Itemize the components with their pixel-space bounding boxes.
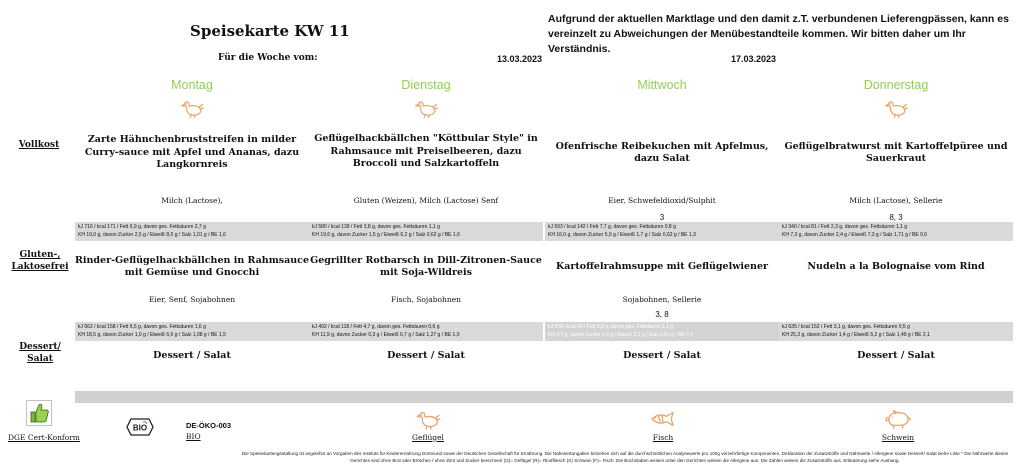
nutrition-line: kJ 492 / kcal 118 / Fett 4,7 g, davon ges. Fettsäuren 0,6 g — [312, 324, 440, 330]
nutrition-line: KH 19,0 g, davon Zucker 2,5 g / Eiweiß 8,0 g / Salz 1,01 g / BE 1,6 — [78, 232, 226, 238]
nutrition-vollkost-donnerstag — [779, 222, 1013, 241]
row-label-vollkost: Vollkost — [18, 140, 60, 150]
nutrition-glutenfrei-donnerstag — [779, 322, 1013, 341]
nutrition-line: KH 11,9 g, davon Zucker 0,3 g / Eiweiß 6,7 g / Salz 1,27 g / BE 1,0 — [312, 332, 460, 338]
allergens-vollkost-dienstag: Gluten (Weizen), Milch (Lactose) Senf — [353, 196, 499, 205]
row-label-dessert-2: Salat — [27, 354, 53, 364]
meal-vollkost-mittwoch: Ofenfrische Reibekuchen mit Apfelmus, dazu Salat — [555, 140, 769, 164]
day-header-dienstag: Dienstag — [401, 78, 451, 92]
dge-cert-label: DGE Cert-Konform — [8, 433, 80, 442]
page-title: Speisekarte KW 11 — [190, 22, 350, 40]
pig-icon — [883, 408, 913, 430]
nutrition-vollkost-dienstag — [309, 222, 543, 241]
nutrition-line: kJ 593 / kcal 142 / Fett 7,7 g, davon ges. Fettsäuren 0,8 g — [548, 224, 676, 230]
nutrition-line: KH 7,3 g, davon Zucker 2,4 g / Eiweiß 7,3 g / Salz 1,71 g / BE 0,6 — [782, 232, 928, 238]
nutrition-vollkost-mittwoch — [545, 222, 779, 241]
nutrition-line: KH 16,0 g, davon Zucker 5,9 g / Eiweiß 1,7 g / Salz 0,62 g / BE 1,3 — [548, 232, 696, 238]
nutrition-glutenfrei-mittwoch — [545, 322, 779, 341]
row-label-glutenfrei-2: Laktosefrei — [11, 262, 69, 272]
bio-seal-icon — [126, 418, 154, 436]
bio-logo-text: BIO — [132, 423, 148, 433]
nutrition-line: KH 25,3 g, davon Zucker 1,4 g / Eiweiß 5,2 g / Salz 1,49 g / BE 2,1 — [782, 332, 930, 338]
day-header-mittwoch: Mittwoch — [637, 78, 687, 92]
day-header-montag: Montag — [171, 78, 213, 92]
legend-label-fisch: Fisch — [652, 433, 674, 442]
allergens-vollkost-montag: Milch (Lactose), — [161, 196, 223, 205]
chicken-icon — [309, 97, 543, 119]
allergens-vollkost-mittwoch: Eier, Schwefeldioxid/Sulphit — [608, 196, 716, 205]
meal-glutenfrei-mittwoch: Kartoffelrahmsuppe mit Geflügelwiener — [555, 260, 768, 272]
day-header-donnerstag: Donnerstag — [863, 78, 929, 92]
meal-vollkost-donnerstag: Geflügelbratwurst mit Kartoffelpüree und Sauerkraut — [784, 140, 1008, 164]
footnote: Die Speisekartengestaltung ist angelehnt an Vorgaben des Instituts für Kinderernährung Dortmund sowie der Deutschen Gesellschaft für Ernährung. Die Nährwertangaben beziehen sich auf die durchschnittlichen Analysewerte pro 100g verzehrfertige Komponenten. Deklaration der Zusatzstoffe und Nährwerte / Allergene sowie Dessert/ Salat siehe Liste * Die Nährwerte dieses Gerichtes sind ohne Brot oder Brötchen / ohne Zimt und Zucker berechnet/ (G)= Geflügel (R)= Rindfleisch (S) Schwein (F)= Fisch. Die Buchstaben weisen unter den Gerichten weisen die Allergene aus. Die Zahlen weisen die Zusatzstoffe aus. Erläuterung siehe Aushang. — [241, 451, 1009, 463]
bio-code: DE-ÖKO-003 — [186, 421, 232, 430]
nutrition-line: KH 4,7 g, davon Zucker 0,4 g / Eiweiß 2,2 g / Salz 0,61 g / BE 0,4 — [548, 332, 694, 338]
week-label: Für die Woche vom: — [218, 53, 318, 63]
nutrition-line: kJ 580 / kcal 139 / Fett 3,8 g, davon ges. Fettsäuren 1,1 g — [312, 224, 440, 230]
row-label-dessert-1: Dessert/ — [19, 342, 61, 352]
nutrition-glutenfrei-montag — [75, 322, 309, 341]
nutrition-line: kJ 635 / kcal 152 / Fett 3,1 g, davon ges. Fettsäuren 0,5 g — [782, 324, 910, 330]
row-label-glutenfrei-1: Gluten-, — [19, 250, 61, 260]
meal-dessert-donnerstag: Dessert / Salat — [857, 349, 935, 361]
allergens-glutenfrei-montag: Eier, Senf, Sojabohnen — [148, 295, 236, 304]
meal-vollkost-montag: Zarte Hähnchenbruststreifen in milder Curry-sauce mit Apfel und Ananas, dazu Langkornreis — [84, 134, 300, 171]
nutrition-line: kJ 716 / kcal 171 / Fett 6,9 g, davon ges. Fettsäuren 2,7 g — [78, 224, 206, 230]
additives-vollkost-mittwoch: 3 — [659, 213, 665, 222]
chicken-icon — [413, 408, 443, 430]
chicken-icon — [779, 97, 1013, 119]
fish-icon — [648, 408, 678, 430]
supply-notice: Aufgrund der aktuellen Marktlage und den damit z.T. verbundenen Lieferengpässen, kann es vereinzelt zu Abweichungen der Menübestandteile kommen. Wir bitten daher um Ihr Verständnis. — [548, 13, 1009, 55]
chicken-icon — [75, 97, 309, 119]
additives-glutenfrei-mittwoch: 3, 8 — [655, 310, 669, 319]
nutrition-line: KH 18,5 g, davon Zucker 1,0 g / Eiweiß 6,0 g / Salz 1,08 g / BE 1,5 — [78, 332, 226, 338]
date-end: 17.03.2023 — [731, 54, 777, 64]
nutrition-line: kJ 662 / kcal 158 / Fett 6,5 g, davon ges. Fettsäuren 1,6 g — [78, 324, 206, 330]
meal-glutenfrei-montag: Rinder-Geflügelhackbällchen in Rahmsauce mit Gemüse und Gnocchi — [75, 254, 309, 278]
nutrition-line: kJ 250 / kcal 60 / Fett 3,5 g, davon ges. Fettsäuren 1,1 g — [548, 324, 674, 330]
meal-glutenfrei-donnerstag: Nudeln a la Bolognaise vom Rind — [807, 260, 985, 272]
legend-label-gefluegel: Geflügel — [412, 433, 444, 442]
meal-dessert-dienstag: Dessert / Salat — [387, 349, 465, 361]
legend-label-schwein: Schwein — [881, 433, 915, 442]
nutrition-line: KH 19,6 g, davon Zucker 1,5 g / Eiweiß 6,2 g / Salz 0,62 g / BE 1,6 — [312, 232, 460, 238]
divider-band — [75, 391, 1013, 403]
meal-dessert-mittwoch: Dessert / Salat — [623, 349, 701, 361]
allergens-glutenfrei-mittwoch: Sojabohnen, Sellerie — [622, 295, 702, 304]
allergens-glutenfrei-dienstag: Fisch, Sojabohnen — [391, 295, 461, 304]
nutrition-line: kJ 340 / kcal 81 / Fett 2,3 g, davon ges. Fettsäuren 1,1 g — [782, 224, 908, 230]
allergens-vollkost-donnerstag: Milch (Lactose), Sellerie — [849, 196, 943, 205]
meal-vollkost-dienstag: Geflügelhackbällchen "Köttbular Style" in Rahmsauce mit Preiselbeeren, dazu Broccoli und Salzkartoffeln — [314, 133, 538, 170]
date-start: 13.03.2023 — [497, 54, 543, 64]
bio-label: BIO — [186, 432, 201, 441]
thumbs-up-icon — [26, 400, 52, 426]
meal-dessert-montag: Dessert / Salat — [153, 349, 231, 361]
nutrition-vollkost-montag — [75, 222, 309, 241]
additives-vollkost-donnerstag: 8, 3 — [889, 213, 903, 222]
nutrition-glutenfrei-dienstag — [309, 322, 543, 341]
meal-glutenfrei-dienstag: Gegrillter Rotbarsch in Dill-Zitronen-Sauce mit Soja-Wildreis — [310, 254, 542, 278]
